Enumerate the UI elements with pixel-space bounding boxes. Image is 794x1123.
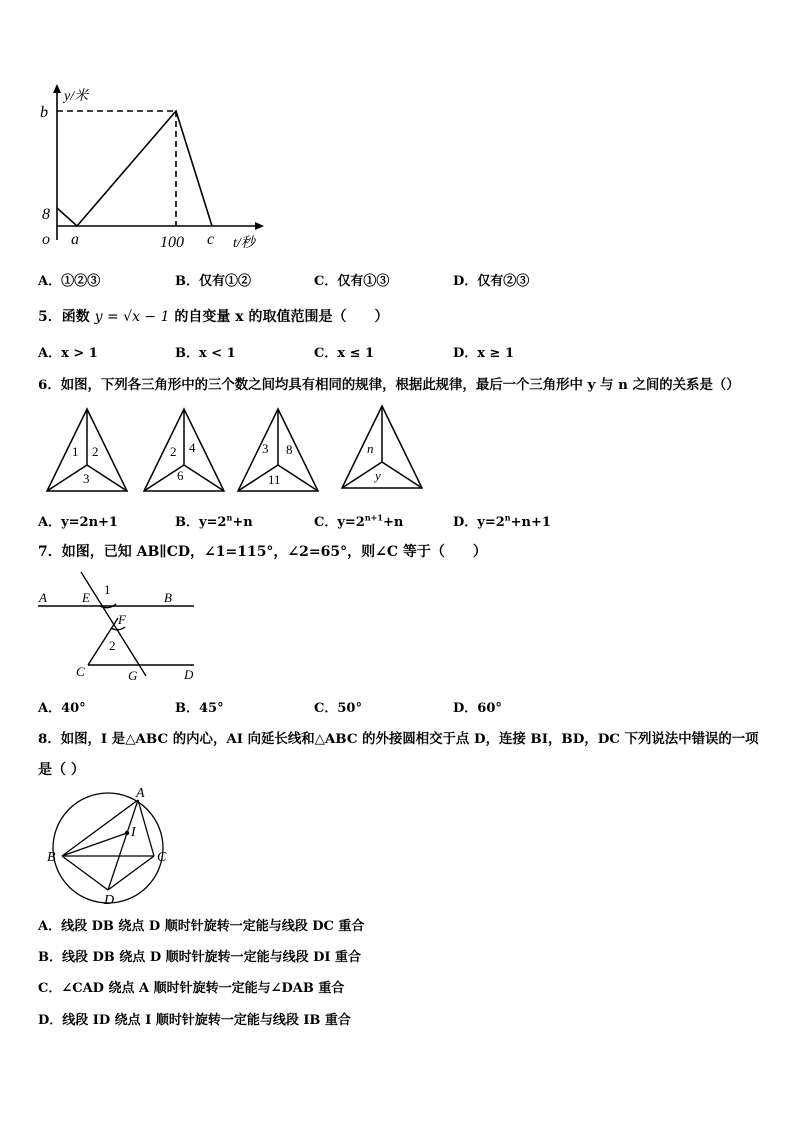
label-a: A — [39, 590, 47, 605]
circumcircle — [53, 793, 163, 903]
q4-option-b[interactable]: B．仅有①② — [175, 274, 251, 289]
q7-option-c[interactable]: C．50° — [314, 701, 362, 716]
q5-option-b[interactable]: B．x < 1 — [175, 346, 236, 361]
q7-option-d[interactable]: D．60° — [453, 701, 502, 716]
t2-bottom: 6 — [177, 468, 184, 483]
label-i: I — [131, 825, 136, 840]
label-a: A — [136, 786, 145, 801]
q8-option-c[interactable]: C．∠CAD 绕点 A 顺时针旋转一定能与∠DAB 重合 — [38, 981, 345, 996]
label-g: G — [128, 668, 138, 683]
triangle-4 — [342, 406, 422, 488]
label-b: B — [47, 850, 56, 865]
t4-bottom: y — [375, 468, 381, 483]
distance-time-graph — [30, 80, 300, 255]
question-8-line-1: 8．如图，I 是△ABC 的内心，AI 向延长线和△ABC 的外接圆相交于点 D，连接 BI，BD，DC 下列说法中错误的一项 — [38, 731, 759, 747]
label-d: D — [184, 667, 194, 682]
q4-option-c[interactable]: C．仅有①③ — [314, 274, 390, 289]
incenter-dot — [125, 831, 129, 835]
question-6: 6．如图，下列各三角形中的三个数之间均具有相同的规律，根据此规律，最后一个三角形中 y 与 n 之间的关系是（） — [38, 377, 740, 393]
triangle-2 — [144, 409, 224, 491]
label-b: B — [164, 590, 172, 605]
t3-right: 8 — [286, 442, 293, 457]
question-5 — [38, 306, 389, 326]
x-axis-label: t/秒 — [233, 236, 255, 251]
q5-option-c[interactable]: C．x ≤ 1 — [314, 346, 375, 361]
t1-left: 1 — [72, 444, 79, 459]
y-tick-b: b — [40, 104, 48, 121]
q6-option-b[interactable]: B．$y=2^n+n$ — [175, 512, 253, 530]
t1-bottom: 3 — [83, 471, 90, 486]
label-f: F — [118, 612, 126, 627]
q7-option-b[interactable]: B．45° — [175, 701, 224, 716]
q7-option-a[interactable]: A．40° — [38, 701, 86, 716]
label-2: 2 — [109, 638, 116, 653]
label-c: C — [157, 850, 167, 865]
q8-option-a[interactable]: A．线段 DB 绕点 D 顺时针旋转一定能与线段 DC 重合 — [38, 919, 365, 934]
label-e: E — [82, 590, 90, 605]
q5-option-d[interactable]: D．x ≥ 1 — [453, 346, 515, 361]
parallel-lines-figure — [36, 568, 206, 688]
circle-figure — [40, 784, 180, 909]
label-c: C — [76, 664, 85, 679]
q4-option-a[interactable]: A．①②③ — [38, 274, 101, 289]
q8-option-b[interactable]: B．线段 DB 绕点 D 顺时针旋转一定能与线段 DI 重合 — [38, 950, 362, 965]
q5-suffix: 的自变量 x 的取值范围是（ ） — [174, 309, 389, 325]
q5-prefix: 5．函数 — [38, 309, 90, 325]
t4-left: n — [367, 441, 374, 456]
y-tick-8: 8 — [42, 206, 50, 223]
question-7: 7．如图，已知 AB∥CD，∠1=115°，∠2=65°，则∠C 等于（ ） — [38, 544, 487, 560]
q5-function: y = √x − 1 — [94, 309, 170, 325]
x-tick-c: c — [207, 231, 215, 248]
q6-option-a[interactable]: A．y=2n+1 — [38, 515, 118, 530]
x-tick-a: a — [71, 231, 79, 248]
q8-option-d[interactable]: D．线段 ID 绕点 I 顺时针旋转一定能与线段 IB 重合 — [38, 1013, 351, 1028]
q6-option-c[interactable]: C．$y=2^{n+1}+n$ — [314, 512, 404, 530]
origin-label: o — [42, 231, 50, 248]
x-tick-100: 100 — [160, 234, 184, 251]
label-d: D — [104, 893, 115, 908]
y-axis-label: y/米 — [64, 89, 89, 104]
t3-bottom: 11 — [268, 472, 281, 487]
graph-line — [57, 111, 212, 226]
t3-left: 3 — [262, 441, 269, 456]
q4-option-d[interactable]: D．仅有②③ — [453, 274, 530, 289]
q6-option-d[interactable]: D．$y=2^n+n+1$ — [453, 512, 551, 530]
label-1: 1 — [104, 582, 111, 597]
triangle-figures — [40, 403, 430, 498]
question-8-line-2: 是（ ） — [38, 762, 85, 778]
t2-left: 2 — [170, 444, 177, 459]
t1-right: 2 — [92, 444, 99, 459]
angle-2-arc — [111, 627, 125, 630]
q5-option-a[interactable]: A．x > 1 — [38, 346, 98, 361]
t2-right: 4 — [189, 440, 196, 455]
